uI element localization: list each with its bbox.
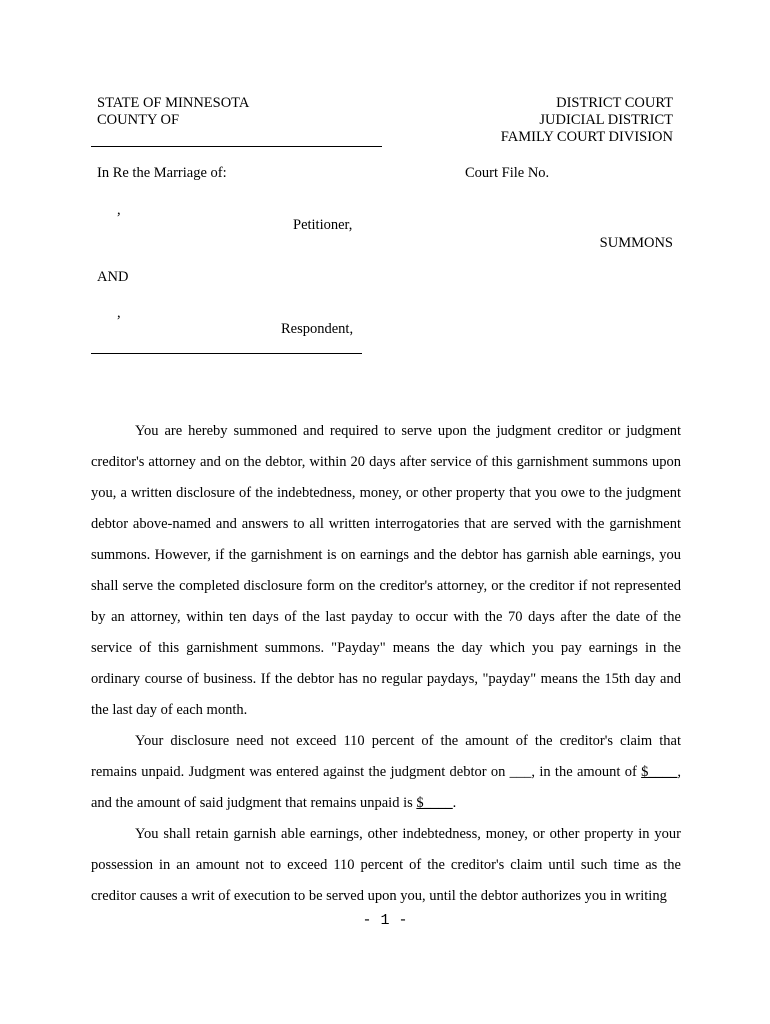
district-label: JUDICIAL DISTRICT xyxy=(539,112,673,128)
document-title: SUMMONS xyxy=(599,235,673,251)
paragraph-2 xyxy=(91,726,681,819)
paragraph-2-text-c: . xyxy=(452,795,457,811)
summons-body xyxy=(91,416,681,912)
paragraph-1: You are hereby summoned and required to serve upon the judgment creditor or judgment creditor's attorney and on the debtor, within 20 days after service of this garnishment summons upon you, a written disclosure of the indebtedness, money, or other property that you owe to the judgment debtor above-named and answers to all written interrogatories that are served with the garnishment summons. However, if the garnishment is on earnings and the debtor has garnish able earnings, you shall serve the completed disclosure form on the creditor's attorney, or the creditor if not represented by an attorney, within ten days of the last payday to occur with the 70 days after the date of the service of this garnishment summons. "Payday" means the day which you pay earnings in the ordinary course of business. If the debtor has no regular paydays, "payday" means the 15th day and the last day of each month. xyxy=(91,423,681,718)
county-rule xyxy=(91,146,382,147)
respondent-name-comma: , xyxy=(117,305,121,321)
and-label: AND xyxy=(97,269,129,285)
court-label: DISTRICT COURT xyxy=(556,95,673,111)
court-file-label: Court File No. xyxy=(465,165,550,181)
state-label: STATE OF MINNESOTA xyxy=(97,95,250,111)
petitioner-name-comma: , xyxy=(117,202,121,218)
unpaid-amount-blank: $____ xyxy=(416,795,453,811)
division-label: FAMILY COURT DIVISION xyxy=(500,129,673,145)
paragraph-2-text-a: Your disclosure need not exceed 110 percent of the amount of the creditor's claim that remains unpaid. Judgment was entered against the judgment debtor on ___, in the amount of xyxy=(91,733,681,780)
caption-rule xyxy=(91,353,362,354)
respondent-label: Respondent, xyxy=(281,321,354,337)
petitioner-label: Petitioner, xyxy=(293,217,353,233)
page-number: - 1 - xyxy=(362,912,408,929)
claim-amount-blank: $____ xyxy=(641,764,678,780)
in-re-label: In Re the Marriage of: xyxy=(97,165,227,181)
paragraph-2-text-b: , and the amount of said judgment that remains unpaid is xyxy=(91,764,681,811)
paragraph-3: You shall retain garnish able earnings, other indebtedness, money, or other property in your possession in an amount not to exceed 110 percent of the creditor's claim until such time as the creditor causes a writ of execution to be served upon you, until the debtor authorizes you in writing xyxy=(91,826,681,904)
county-label: COUNTY OF xyxy=(97,112,180,128)
